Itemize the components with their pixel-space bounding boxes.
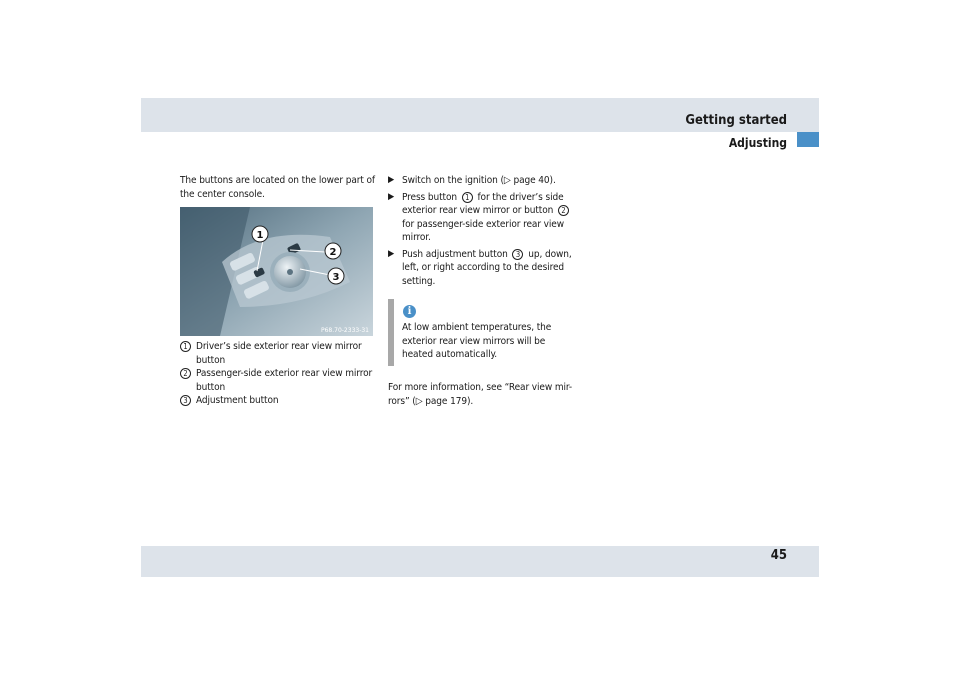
instruction-step bbox=[388, 248, 583, 289]
step-text-part: for the driver’s side exterior rear view mirror or button bbox=[402, 191, 564, 216]
footer-band bbox=[141, 546, 819, 577]
callout-2-label: 2 bbox=[329, 247, 337, 258]
legend-number: 1 bbox=[180, 341, 191, 352]
chapter-tab-marker bbox=[797, 132, 819, 147]
callout-2 bbox=[325, 243, 341, 259]
inline-callout-number: 1 bbox=[462, 192, 473, 203]
step-text-part: Press button bbox=[402, 191, 460, 203]
step-text-part: Switch on the ignition (▷ page 40). bbox=[402, 175, 556, 186]
instruction-step bbox=[388, 174, 583, 188]
legend-item bbox=[180, 367, 375, 394]
step-text bbox=[402, 191, 583, 245]
figure-legend bbox=[180, 340, 375, 408]
callout-3 bbox=[328, 268, 344, 284]
step-text bbox=[402, 174, 556, 188]
step-text-part: up, down, left, or right according to the desired setting. bbox=[402, 248, 572, 287]
callout-3-label: 3 bbox=[332, 272, 340, 283]
legend-item bbox=[180, 340, 375, 367]
step-arrow-icon: ▶ bbox=[388, 175, 395, 185]
callout-1 bbox=[252, 226, 268, 242]
inline-callout-number: 2 bbox=[558, 205, 569, 216]
center-console-photo bbox=[180, 207, 373, 336]
legend-text: Passenger-side exterior rear view mirror button bbox=[196, 368, 373, 393]
step-arrow-icon: ▶ bbox=[388, 191, 395, 202]
legend-text: Adjustment button bbox=[196, 395, 279, 406]
callout-1-label: 1 bbox=[256, 230, 264, 241]
legend-text: Driver’s side exterior rear view mirror button bbox=[196, 341, 362, 366]
section-title: Getting started bbox=[685, 113, 787, 128]
figure-code: P68.70-2333-31 bbox=[320, 327, 369, 334]
intro-text: The buttons are located on the lower part of the center console. bbox=[180, 175, 375, 200]
info-note bbox=[388, 299, 578, 366]
note-text: At low ambient temperatures, the exterior rear view mirrors will be heated automatically. bbox=[402, 322, 552, 360]
instruction-steps bbox=[388, 174, 583, 291]
step-text-part: for passenger-side exterior rear view mirror. bbox=[402, 218, 565, 243]
instruction-step bbox=[388, 191, 583, 245]
legend-item bbox=[180, 394, 375, 408]
step-text-part: Push adjustment button bbox=[402, 248, 511, 260]
subsection-title: Adjusting bbox=[728, 136, 787, 150]
more-info-text: For more information, see “Rear view mir-rors” (▷ page 179). bbox=[388, 382, 573, 407]
page-number: 45 bbox=[770, 548, 787, 563]
inline-callout-number: 3 bbox=[512, 249, 523, 260]
legend-number: 2 bbox=[180, 368, 191, 379]
info-icon: i bbox=[403, 305, 416, 318]
step-text bbox=[402, 248, 583, 289]
step-arrow-icon: ▶ bbox=[388, 248, 395, 259]
legend-number: 3 bbox=[180, 395, 191, 406]
note-bar bbox=[388, 299, 394, 366]
